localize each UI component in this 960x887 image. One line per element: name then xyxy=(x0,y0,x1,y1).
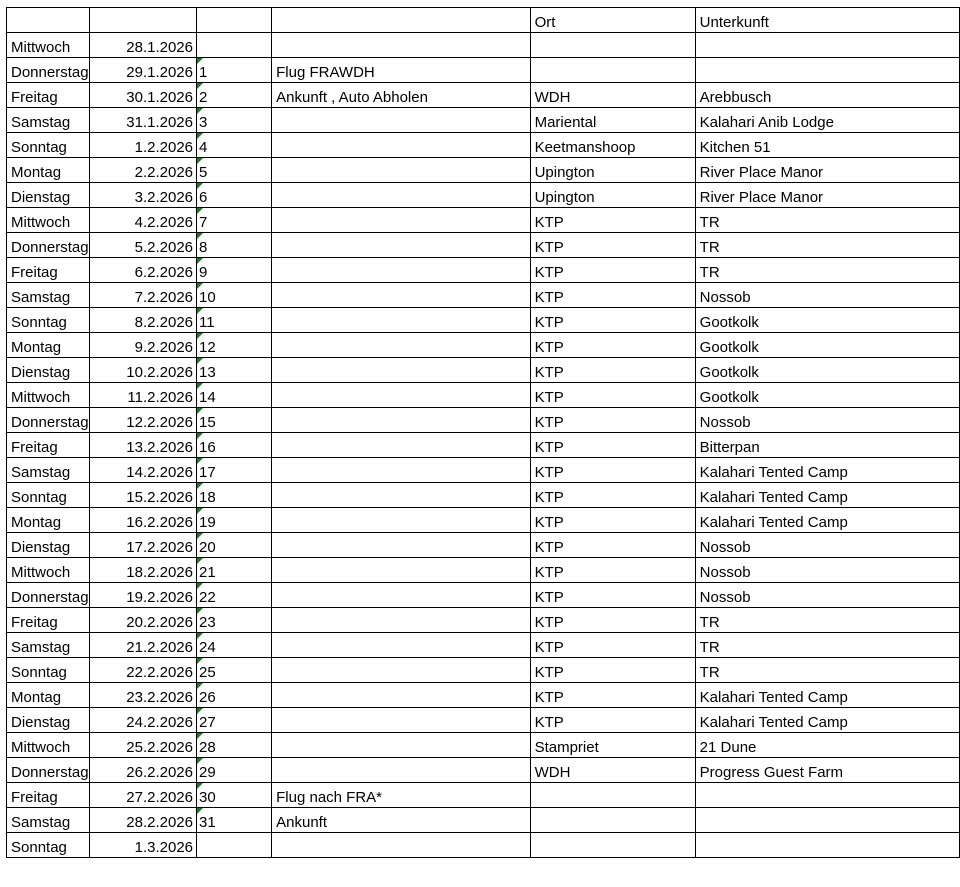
cell-ort[interactable]: KTP xyxy=(530,308,695,333)
cell-date[interactable]: 10.2.2026 xyxy=(89,358,196,383)
cell-unterkunft[interactable]: Nossob xyxy=(695,558,959,583)
cell-note[interactable]: Flug FRAWDH xyxy=(272,58,530,83)
cell-date[interactable]: 23.2.2026 xyxy=(89,683,196,708)
cell-unterkunft[interactable]: TR xyxy=(695,208,959,233)
table-row xyxy=(7,608,960,633)
cell-date[interactable]: 26.2.2026 xyxy=(89,758,196,783)
cell-day[interactable]: Mittwoch xyxy=(7,33,90,58)
cell-day[interactable]: Donnerstag xyxy=(7,408,90,433)
cell-date[interactable]: 30.1.2026 xyxy=(89,83,196,108)
cell-note[interactable] xyxy=(272,158,530,183)
table-row xyxy=(7,33,960,58)
table-row xyxy=(7,108,960,133)
cell-ort[interactable]: KTP xyxy=(530,208,695,233)
cell-unterkunft[interactable]: Nossob xyxy=(695,283,959,308)
cell-note[interactable] xyxy=(272,183,530,208)
cell-unterkunft[interactable] xyxy=(695,808,959,833)
table-row xyxy=(7,283,960,308)
cell-note[interactable] xyxy=(272,33,530,58)
cell-note[interactable] xyxy=(272,458,530,483)
cell-date[interactable]: 1.3.2026 xyxy=(89,833,196,858)
header-row xyxy=(7,8,960,33)
cell-ort[interactable]: KTP xyxy=(530,508,695,533)
cell-day-number[interactable]: 31 xyxy=(197,808,272,833)
cell-note[interactable] xyxy=(272,758,530,783)
cell-date[interactable]: 24.2.2026 xyxy=(89,708,196,733)
cell-day[interactable]: Dienstag xyxy=(7,358,90,383)
cell-day-number[interactable]: 11 xyxy=(197,308,272,333)
cell-day-number[interactable]: 26 xyxy=(197,683,272,708)
cell-day-number[interactable]: 15 xyxy=(197,408,272,433)
cell-date[interactable]: 31.1.2026 xyxy=(89,108,196,133)
cell-note[interactable] xyxy=(272,208,530,233)
table-row xyxy=(7,733,960,758)
cell-ort[interactable]: KTP xyxy=(530,258,695,283)
cell-date[interactable]: 19.2.2026 xyxy=(89,583,196,608)
cell-note[interactable] xyxy=(272,633,530,658)
cell-note[interactable] xyxy=(272,483,530,508)
cell-day-number[interactable]: 6 xyxy=(197,183,272,208)
cell-unterkunft[interactable]: Arebbusch xyxy=(695,83,959,108)
cell-ort[interactable]: KTP xyxy=(530,433,695,458)
cell-day[interactable]: Sonntag xyxy=(7,483,90,508)
cell-date[interactable]: 21.2.2026 xyxy=(89,633,196,658)
cell-note[interactable] xyxy=(272,558,530,583)
itinerary-spreadsheet xyxy=(6,7,960,858)
cell-date[interactable]: 3.2.2026 xyxy=(89,183,196,208)
cell-date[interactable]: 28.2.2026 xyxy=(89,808,196,833)
cell-unterkunft[interactable]: Gootkolk xyxy=(695,308,959,333)
cell-date[interactable]: 1.2.2026 xyxy=(89,133,196,158)
table-row xyxy=(7,583,960,608)
cell-note[interactable] xyxy=(272,333,530,358)
cell-ort[interactable]: KTP xyxy=(530,358,695,383)
cell-note[interactable] xyxy=(272,433,530,458)
cell-note[interactable] xyxy=(272,308,530,333)
cell-day-number[interactable]: 12 xyxy=(197,333,272,358)
cell-unterkunft[interactable]: Nossob xyxy=(695,533,959,558)
sheet-body xyxy=(7,8,960,858)
cell-day[interactable]: Donnerstag xyxy=(7,758,90,783)
cell-unterkunft[interactable] xyxy=(695,833,959,858)
cell-ort[interactable]: KTP xyxy=(530,233,695,258)
cell-day-number[interactable] xyxy=(197,33,272,58)
table-row xyxy=(7,133,960,158)
cell-day[interactable]: Freitag xyxy=(7,608,90,633)
cell-date[interactable]: 6.2.2026 xyxy=(89,258,196,283)
cell-day[interactable]: Samstag xyxy=(7,108,90,133)
cell-day-number[interactable]: 20 xyxy=(197,533,272,558)
cell-date[interactable]: 29.1.2026 xyxy=(89,58,196,83)
cell-date[interactable]: 22.2.2026 xyxy=(89,658,196,683)
cell-note[interactable] xyxy=(272,408,530,433)
table-row xyxy=(7,558,960,583)
cell-day-number[interactable]: 14 xyxy=(197,383,272,408)
cell-ort[interactable]: WDH xyxy=(530,758,695,783)
table-row xyxy=(7,333,960,358)
cell-day[interactable]: Freitag xyxy=(7,258,90,283)
cell-unterkunft[interactable]: Progress Guest Farm xyxy=(695,758,959,783)
cell-day[interactable]: Mittwoch xyxy=(7,558,90,583)
table-row xyxy=(7,233,960,258)
cell-note[interactable] xyxy=(272,533,530,558)
cell-date[interactable]: 16.2.2026 xyxy=(89,508,196,533)
cell-day-number[interactable]: 25 xyxy=(197,658,272,683)
cell-day-number[interactable]: 2 xyxy=(197,83,272,108)
cell-day-number[interactable]: 1 xyxy=(197,58,272,83)
header-cell-note[interactable] xyxy=(272,8,530,33)
table-row xyxy=(7,658,960,683)
cell-date[interactable]: 8.2.2026 xyxy=(89,308,196,333)
cell-unterkunft[interactable] xyxy=(695,783,959,808)
table-row xyxy=(7,483,960,508)
cell-day-number[interactable]: 29 xyxy=(197,758,272,783)
cell-unterkunft[interactable]: River Place Manor xyxy=(695,183,959,208)
header-cell-unterkunft[interactable]: Unterkunft xyxy=(695,8,959,33)
table-row xyxy=(7,383,960,408)
cell-note[interactable] xyxy=(272,508,530,533)
cell-unterkunft[interactable]: Kalahari Tented Camp xyxy=(695,483,959,508)
table-row xyxy=(7,158,960,183)
cell-date[interactable]: 17.2.2026 xyxy=(89,533,196,558)
cell-unterkunft[interactable]: Gootkolk xyxy=(695,358,959,383)
cell-note[interactable] xyxy=(272,833,530,858)
table-row xyxy=(7,508,960,533)
cell-ort[interactable]: KTP xyxy=(530,283,695,308)
cell-note[interactable] xyxy=(272,108,530,133)
cell-day-number[interactable]: 10 xyxy=(197,283,272,308)
cell-ort[interactable]: KTP xyxy=(530,458,695,483)
cell-day[interactable]: Freitag xyxy=(7,433,90,458)
cell-note[interactable]: Flug nach FRA* xyxy=(272,783,530,808)
cell-unterkunft[interactable]: Gootkolk xyxy=(695,333,959,358)
cell-note[interactable] xyxy=(272,283,530,308)
cell-day-number[interactable] xyxy=(197,833,272,858)
cell-note[interactable] xyxy=(272,133,530,158)
table-row xyxy=(7,683,960,708)
cell-unterkunft[interactable]: Bitterpan xyxy=(695,433,959,458)
cell-date[interactable]: 25.2.2026 xyxy=(89,733,196,758)
cell-date[interactable]: 11.2.2026 xyxy=(89,383,196,408)
cell-ort[interactable]: KTP xyxy=(530,683,695,708)
header-cell-num[interactable] xyxy=(197,8,272,33)
cell-note[interactable] xyxy=(272,383,530,408)
header-cell-ort[interactable]: Ort xyxy=(530,8,695,33)
cell-ort[interactable] xyxy=(530,783,695,808)
cell-ort[interactable] xyxy=(530,33,695,58)
cell-day-number[interactable]: 22 xyxy=(197,583,272,608)
table-row xyxy=(7,83,960,108)
table-row xyxy=(7,458,960,483)
cell-day-number[interactable]: 9 xyxy=(197,258,272,283)
cell-note[interactable] xyxy=(272,233,530,258)
cell-day-number[interactable]: 13 xyxy=(197,358,272,383)
cell-unterkunft[interactable]: Kalahari Anib Lodge xyxy=(695,108,959,133)
cell-note[interactable]: Ankunft xyxy=(272,808,530,833)
table-row xyxy=(7,833,960,858)
cell-unterkunft[interactable] xyxy=(695,33,959,58)
table-row xyxy=(7,808,960,833)
cell-day[interactable]: Mittwoch xyxy=(7,733,90,758)
cell-ort[interactable]: KTP xyxy=(530,558,695,583)
cell-day[interactable]: Dienstag xyxy=(7,533,90,558)
header-cell-date[interactable] xyxy=(89,8,196,33)
cell-note[interactable] xyxy=(272,258,530,283)
table-row xyxy=(7,308,960,333)
table-row xyxy=(7,208,960,233)
cell-day[interactable]: Donnerstag xyxy=(7,583,90,608)
cell-date[interactable]: 4.2.2026 xyxy=(89,208,196,233)
cell-day[interactable]: Donnerstag xyxy=(7,233,90,258)
cell-date[interactable]: 20.2.2026 xyxy=(89,608,196,633)
table-row xyxy=(7,258,960,283)
cell-unterkunft[interactable]: 21 Dune xyxy=(695,733,959,758)
table-row xyxy=(7,708,960,733)
cell-day[interactable]: Mittwoch xyxy=(7,208,90,233)
cell-day[interactable]: Samstag xyxy=(7,283,90,308)
cell-day[interactable]: Freitag xyxy=(7,83,90,108)
cell-date[interactable]: 28.1.2026 xyxy=(89,33,196,58)
cell-day[interactable]: Donnerstag xyxy=(7,58,90,83)
cell-day[interactable]: Dienstag xyxy=(7,708,90,733)
cell-day-number[interactable]: 27 xyxy=(197,708,272,733)
cell-unterkunft[interactable]: Kalahari Tented Camp xyxy=(695,458,959,483)
table-row xyxy=(7,58,960,83)
cell-day[interactable]: Montag xyxy=(7,158,90,183)
cell-day-number[interactable]: 30 xyxy=(197,783,272,808)
cell-date[interactable]: 12.2.2026 xyxy=(89,408,196,433)
cell-ort[interactable] xyxy=(530,833,695,858)
cell-day-number[interactable]: 8 xyxy=(197,233,272,258)
cell-day[interactable]: Dienstag xyxy=(7,183,90,208)
cell-day-number[interactable]: 19 xyxy=(197,508,272,533)
cell-ort[interactable]: KTP xyxy=(530,483,695,508)
cell-unterkunft[interactable]: Kalahari Tented Camp xyxy=(695,708,959,733)
cell-day-number[interactable]: 18 xyxy=(197,483,272,508)
cell-day[interactable]: Samstag xyxy=(7,808,90,833)
table-row xyxy=(7,783,960,808)
cell-ort[interactable]: Keetmanshoop xyxy=(530,133,695,158)
cell-note[interactable] xyxy=(272,658,530,683)
cell-day-number[interactable]: 4 xyxy=(197,133,272,158)
cell-day[interactable]: Montag xyxy=(7,508,90,533)
cell-date[interactable]: 7.2.2026 xyxy=(89,283,196,308)
cell-unterkunft[interactable]: Kitchen 51 xyxy=(695,133,959,158)
table-row xyxy=(7,633,960,658)
table-row xyxy=(7,533,960,558)
cell-ort[interactable]: KTP xyxy=(530,708,695,733)
cell-note[interactable] xyxy=(272,608,530,633)
cell-day[interactable]: Samstag xyxy=(7,633,90,658)
cell-unterkunft[interactable]: Gootkolk xyxy=(695,383,959,408)
cell-day-number[interactable]: 21 xyxy=(197,558,272,583)
table-row xyxy=(7,433,960,458)
cell-note[interactable] xyxy=(272,683,530,708)
cell-ort[interactable]: WDH xyxy=(530,83,695,108)
cell-day[interactable]: Sonntag xyxy=(7,833,90,858)
cell-note[interactable]: Ankunft , Auto Abholen xyxy=(272,83,530,108)
cell-day-number[interactable]: 28 xyxy=(197,733,272,758)
cell-date[interactable]: 9.2.2026 xyxy=(89,333,196,358)
cell-unterkunft[interactable]: TR xyxy=(695,608,959,633)
cell-date[interactable]: 18.2.2026 xyxy=(89,558,196,583)
cell-unterkunft[interactable]: TR xyxy=(695,258,959,283)
cell-day[interactable]: Montag xyxy=(7,333,90,358)
cell-ort[interactable]: Upington xyxy=(530,183,695,208)
cell-day[interactable]: Sonntag xyxy=(7,658,90,683)
cell-ort[interactable] xyxy=(530,58,695,83)
cell-unterkunft[interactable]: Kalahari Tented Camp xyxy=(695,683,959,708)
cell-day-number[interactable]: 3 xyxy=(197,108,272,133)
cell-ort[interactable]: KTP xyxy=(530,383,695,408)
cell-day[interactable]: Sonntag xyxy=(7,308,90,333)
cell-day[interactable]: Montag xyxy=(7,683,90,708)
cell-ort[interactable]: KTP xyxy=(530,658,695,683)
table-row xyxy=(7,358,960,383)
cell-note[interactable] xyxy=(272,358,530,383)
cell-ort[interactable]: KTP xyxy=(530,608,695,633)
cell-date[interactable]: 15.2.2026 xyxy=(89,483,196,508)
cell-unterkunft[interactable]: TR xyxy=(695,233,959,258)
cell-unterkunft[interactable]: River Place Manor xyxy=(695,158,959,183)
cell-unterkunft[interactable]: TR xyxy=(695,633,959,658)
cell-unterkunft[interactable]: TR xyxy=(695,658,959,683)
cell-note[interactable] xyxy=(272,708,530,733)
cell-day-number[interactable]: 7 xyxy=(197,208,272,233)
cell-ort[interactable]: KTP xyxy=(530,583,695,608)
cell-day-number[interactable]: 23 xyxy=(197,608,272,633)
table-row xyxy=(7,408,960,433)
cell-unterkunft[interactable]: Nossob xyxy=(695,583,959,608)
cell-date[interactable]: 2.2.2026 xyxy=(89,158,196,183)
cell-unterkunft[interactable]: Kalahari Tented Camp xyxy=(695,508,959,533)
cell-ort[interactable]: Mariental xyxy=(530,108,695,133)
cell-ort[interactable]: KTP xyxy=(530,533,695,558)
cell-date[interactable]: 5.2.2026 xyxy=(89,233,196,258)
cell-ort[interactable]: Stampriet xyxy=(530,733,695,758)
cell-ort[interactable]: Upington xyxy=(530,158,695,183)
cell-unterkunft[interactable] xyxy=(695,58,959,83)
cell-day-number[interactable]: 16 xyxy=(197,433,272,458)
cell-note[interactable] xyxy=(272,733,530,758)
cell-day[interactable]: Sonntag xyxy=(7,133,90,158)
cell-day-number[interactable]: 24 xyxy=(197,633,272,658)
cell-ort[interactable]: KTP xyxy=(530,333,695,358)
cell-day[interactable]: Freitag xyxy=(7,783,90,808)
cell-day[interactable]: Mittwoch xyxy=(7,383,90,408)
cell-unterkunft[interactable]: Nossob xyxy=(695,408,959,433)
header-cell-day[interactable] xyxy=(7,8,90,33)
cell-ort[interactable]: KTP xyxy=(530,408,695,433)
table-row xyxy=(7,183,960,208)
cell-date[interactable]: 14.2.2026 xyxy=(89,458,196,483)
cell-date[interactable]: 27.2.2026 xyxy=(89,783,196,808)
cell-date[interactable]: 13.2.2026 xyxy=(89,433,196,458)
cell-ort[interactable]: KTP xyxy=(530,633,695,658)
cell-day-number[interactable]: 5 xyxy=(197,158,272,183)
cell-note[interactable] xyxy=(272,583,530,608)
cell-day[interactable]: Samstag xyxy=(7,458,90,483)
cell-ort[interactable] xyxy=(530,808,695,833)
table-row xyxy=(7,758,960,783)
cell-day-number[interactable]: 17 xyxy=(197,458,272,483)
